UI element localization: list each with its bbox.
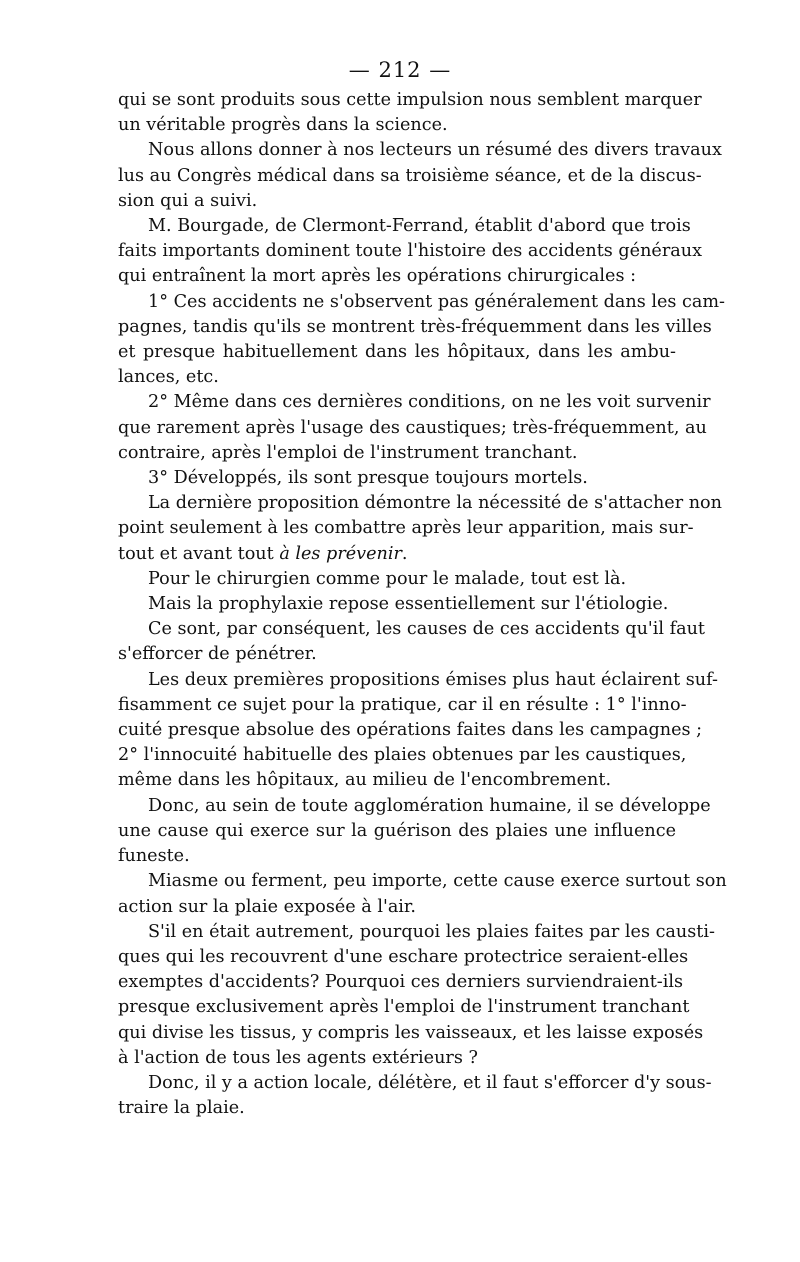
text-line-content: Les deux premières propositions émises plus haut éclairent suf-	[148, 669, 718, 690]
text-line	[118, 239, 702, 264]
text-line-content: qui se sont produits sous cette impulsion nous semblent marquer	[118, 90, 702, 110]
text-line	[118, 516, 694, 541]
text-line	[118, 844, 676, 869]
text-line-content: funeste.	[118, 846, 190, 867]
text-line	[118, 441, 676, 466]
text-line-content: Donc, au sein de toute agglomération humaine, il se développe	[148, 795, 711, 816]
text-line-content: exemptes d'accidents? Pourquoi ces derniers surviendraient-ils	[118, 972, 683, 993]
text-line	[118, 138, 722, 163]
text-line	[118, 416, 707, 441]
text-line	[118, 88, 702, 113]
text-line	[118, 718, 703, 743]
text-line	[118, 592, 676, 617]
text-line	[118, 895, 676, 920]
text-line	[118, 642, 676, 667]
text-line-content: lances, etc.	[118, 367, 219, 388]
text-line	[118, 542, 676, 567]
text-line-content: 2° l'innocuité habituelle des plaies obtenues par les caustiques,	[118, 745, 687, 766]
text-line-content: fisamment ce sujet pour la pratique, car il en résulte : 1° l'inno-	[118, 694, 687, 715]
text-line-content: contraire, après l'emploi de l'instrument tranchant.	[118, 442, 578, 463]
text-line	[118, 340, 676, 365]
text-line	[118, 1021, 704, 1046]
text-line-content: action sur la plaie exposée à l'air.	[118, 896, 417, 917]
text-line-content: Pour le chirurgien comme pour le malade, tout est là.	[148, 568, 627, 589]
text-line-content: sion qui a suivi.	[118, 190, 258, 211]
text-line-content: s'efforcer de pénétrer.	[118, 644, 317, 665]
text-line	[118, 567, 676, 592]
text-line	[118, 920, 715, 945]
text-line	[118, 491, 722, 516]
text-line	[118, 617, 705, 642]
text-line	[118, 1046, 676, 1071]
text-line-content: S'il en était autrement, pourquoi les plaies faites par les causti-	[148, 921, 715, 942]
text-line-content: Miasme ou ferment, peu importe, cette cause exerce surtout son	[148, 871, 727, 892]
text-line-content: La dernière proposition démontre la nécessité de s'attacher non	[148, 493, 722, 514]
text-line-content: à l'action de tous les agents extérieurs ?	[118, 1047, 478, 1068]
text-line-content: Ce sont, par conséquent, les causes de ces accidents qu'il faut	[148, 619, 705, 640]
text-line-content: un véritable progrès dans la science.	[118, 115, 448, 136]
text-line-content: tout et avant tout	[118, 543, 280, 564]
text-line	[118, 693, 687, 718]
text-line-content: faits importants dominent toute l'histoire des accidents généraux	[118, 241, 702, 262]
text-line	[118, 365, 676, 390]
text-line-content: 1° Ces accidents ne s'observent pas généralement dans les cam-	[148, 291, 726, 312]
text-line-content: même dans les hôpitaux, au milieu de l'encombrement.	[118, 770, 612, 791]
text-line	[118, 390, 711, 415]
text-line-content: cuité presque absolue des opérations faites dans les campagnes ;	[118, 720, 703, 741]
text-line	[118, 189, 676, 214]
text-line	[118, 869, 727, 894]
text-line	[118, 743, 687, 768]
text-line-content: qui divise les tissus, y compris les vaisseaux, et les laisse exposés	[118, 1022, 704, 1043]
text-line	[118, 315, 712, 340]
text-line-content: Donc, il y a action locale, délétère, et il faut s'efforcer d'y sous-	[148, 1072, 712, 1093]
text-line	[118, 466, 676, 491]
text-line	[118, 1096, 676, 1121]
page-number: — 212 —	[348, 58, 452, 82]
text-line-content: et presque habituellement dans les hôpitaux, dans les ambu-	[118, 342, 676, 363]
text-line	[118, 113, 676, 138]
text-line-content: qui entraînent la mort après les opérations chirurgicales :	[118, 266, 636, 287]
text-line	[118, 819, 676, 844]
text-line-content: 2° Même dans ces dernières conditions, on ne les voit survenir	[148, 392, 711, 413]
text-line-content: traire la plaie.	[118, 1098, 245, 1119]
text-line	[118, 214, 691, 239]
text-line-content: 3° Développés, ils sont presque toujours mortels.	[148, 468, 588, 489]
text-line-content: Nous allons donner à nos lecteurs un résumé des divers travaux	[148, 140, 722, 161]
text-line	[118, 970, 683, 995]
text-line	[118, 264, 676, 289]
text-line-content: pagnes, tandis qu'ils se montrent très-fréquemment dans les villes	[118, 316, 712, 337]
text-line	[118, 995, 690, 1020]
text-line-content: que rarement après l'usage des caustiques; très-fréquemment, au	[118, 417, 707, 438]
text-line-content: M. Bourgade, de Clermont-Ferrand, établit d'abord que trois	[148, 216, 691, 237]
text-line	[118, 164, 702, 189]
text-line	[118, 1071, 712, 1096]
text-line-content: lus au Congrès médical dans sa troisième séance, et de la discus-	[118, 165, 702, 186]
text-line-content: une cause qui exerce sur la guérison des plaies une influence	[118, 820, 676, 841]
text-line-content: point seulement à les combattre après leur apparition, mais sur-	[118, 518, 694, 539]
text-line	[118, 794, 711, 819]
trailing-punctuation: .	[401, 543, 408, 564]
text-line-content: presque exclusivement après l'emploi de l'instrument tranchant	[118, 997, 690, 1018]
text-line	[118, 768, 676, 793]
body-text	[118, 88, 727, 1121]
text-line	[118, 945, 689, 970]
emphasized-text: à les prévenir	[279, 543, 402, 564]
text-line-content: ques qui les recouvrent d'une eschare protectrice seraient-elles	[118, 946, 689, 967]
text-line-content: Mais la prophylaxie repose essentiellement sur l'étiologie.	[148, 594, 669, 615]
text-line	[118, 290, 726, 315]
text-line	[118, 668, 718, 693]
